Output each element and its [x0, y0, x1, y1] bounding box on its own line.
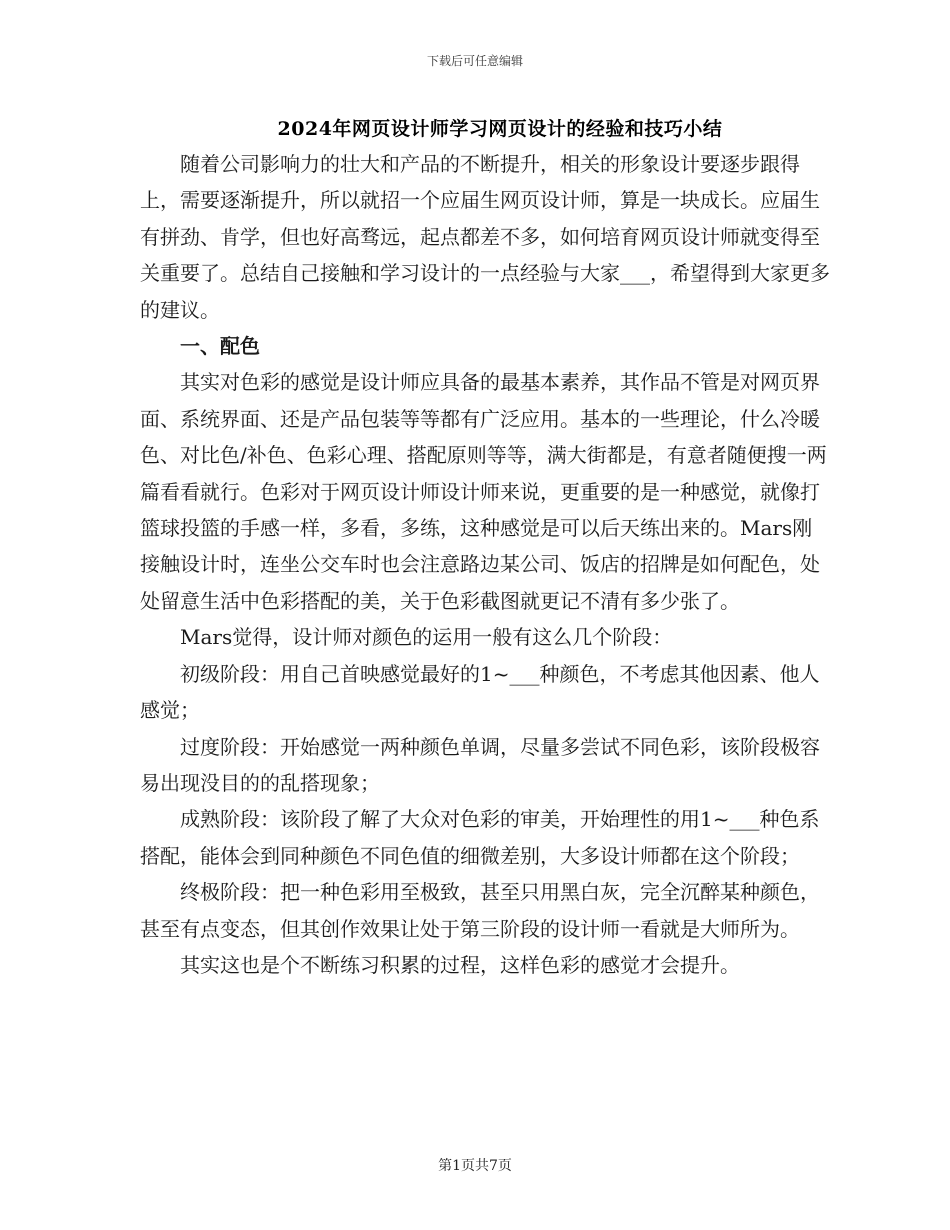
closing-paragraph: 其实这也是个不断练习积累的过程，这样色彩的感觉才会提升。: [180, 952, 740, 977]
stage-beginner-paragraph: 初级阶段：用自己首映感觉最好的1~___种颜色，不考虑其他因素、他人感觉；: [140, 661, 820, 723]
color-sense-paragraph: 其实对色彩的感觉是设计师应具备的最基本素养，其作品不管是对网页界面、系统界面、还是产品包装等等都有广泛应用。基本的一些理论，什么冷暖色、对比色/补色、色彩心理、搭配原则等等，满大街都是，有意者随便搜一两篇看看就行。色彩对于网页设计师设计师来说，更重要的是一种感觉，就像打篮球投篮的手感一样，多看，多练，这种感觉是可以后天练出来的。Mars刚接触设计时，连坐公交车时也会注意路边某公司、饭店的招牌是如何配色，处处留意生活中色彩搭配的美，关于色彩截图就更记不清有多少张了。: [140, 370, 827, 613]
document-title: 2024年网页设计师学习网页设计的经验和技巧小结: [277, 118, 723, 140]
section-heading-color: 一、配色: [180, 334, 260, 359]
page-header-note: 下载后可任意编辑: [426, 54, 523, 68]
document-body: [140, 146, 830, 983]
stage-ultimate-paragraph: 终极阶段：把一种色彩用至极致，甚至只用黑白灰，完全沉醉某种颜色，甚至有点变态，但其创作效果让处于第三阶段的设计师一看就是大师所为。: [140, 880, 820, 941]
page-number-footer: 第1页共7页: [438, 1158, 512, 1174]
stage-transition-paragraph: 过度阶段：开始感觉一两种颜色单调，尽量多尝试不同色彩，该阶段极容易出现没目的的乱搭现象；: [140, 734, 820, 795]
intro-paragraph: 随着公司影响力的壮大和产品的不断提升，相关的形象设计要逐步跟得上，需要逐渐提升，所以就招一个应届生网页设计师，算是一块成长。应届生有拼劲、肯学，但也好高骛远，起点都差不多，如何培育网页设计师就变得至关重要了。总结自己接触和学习设计的一点经验与大家___，希望得到大家更多的建议。: [140, 152, 830, 322]
stage-mature-paragraph: 成熟阶段：该阶段了解了大众对色彩的审美，开始理性的用1~___种色系搭配，能体会到同种颜色不同色值的细微差别，大多设计师都在这个阶段；: [140, 807, 820, 868]
stages-intro-paragraph: Mars觉得，设计师对颜色的运用一般有这么几个阶段：: [180, 625, 673, 650]
